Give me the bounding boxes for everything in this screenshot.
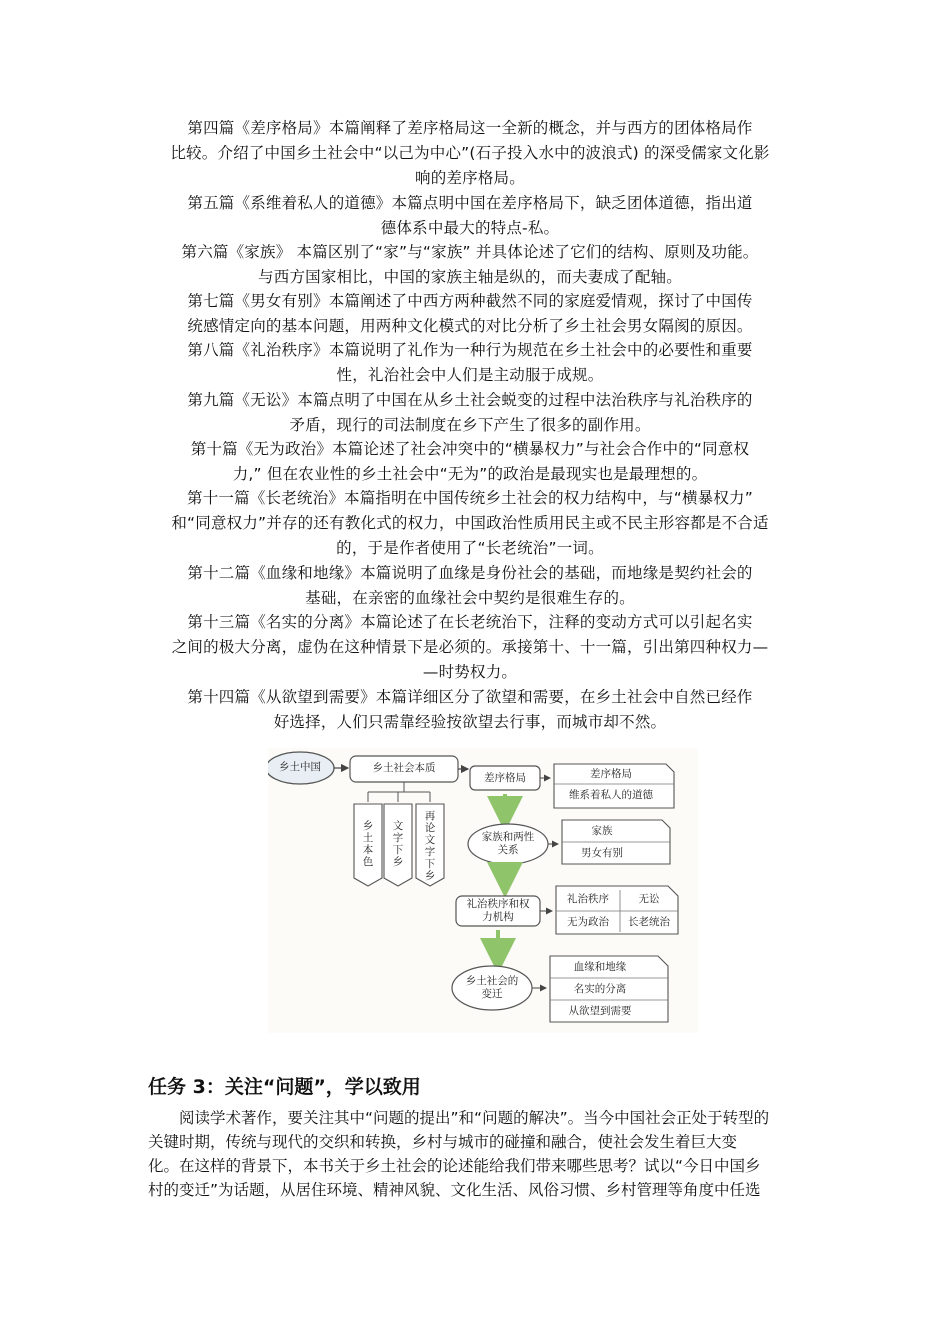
stage-item: 男女有别 [581, 847, 623, 859]
paragraph-ch11 [136, 486, 804, 561]
paragraph-ch12 [136, 561, 804, 611]
paragraph-ch6 [136, 240, 804, 290]
line: 的，于是作者使用了“长老统治”一词。 [336, 539, 604, 557]
structure-diagram [268, 748, 698, 1033]
line: 好选择，人们只需靠经验按欲望去行事，而城市却不然。 [273, 713, 667, 731]
task-paragraph [148, 1106, 804, 1202]
line: 第十四篇《从欲望到需要》本篇详细区分了欲望和需要，在乡土社会中自然已经作 [187, 688, 753, 706]
line: 德体系中最大的特点-私。 [380, 219, 560, 237]
line: 第十篇《无为政治》本篇论述了社会冲突中的“横暴权力”与社会合作中的“同意权 [190, 440, 750, 458]
essence-child-1: 乡土本色 [362, 820, 374, 868]
stage-item: 无讼 [638, 893, 660, 905]
stage-item: 礼治秩序 [567, 893, 609, 905]
stage-label-2: 家族和两性关系 [481, 831, 535, 856]
paragraph-ch4 [136, 116, 804, 191]
line: 响的差序格局。 [415, 169, 525, 187]
stage-item: 差序格局 [590, 768, 632, 780]
paragraph-ch10 [136, 437, 804, 487]
line: 第十二篇《血缘和地缘》本篇说明了血缘是身份社会的基础，而地缘是契约社会的 [187, 564, 753, 582]
stage-item: 从欲望到需要 [568, 1005, 632, 1017]
line: 村的变迁”为话题，从居住环境、精神风貌、文化生活、风俗习惯、乡村管理等角度中任选 [148, 1181, 761, 1199]
line: 第十三篇《名实的分离》本篇论述了在长老统治下，注释的变动方式可以引起名实 [187, 613, 753, 631]
stage-item: 血缘和地缘 [573, 961, 627, 973]
stage-item: 名实的分离 [573, 983, 627, 995]
stage-label-4: 乡土社会的变迁 [465, 975, 519, 1000]
line: 比较。介绍了中国乡土社会中“以己为中心”(石子投入水中的波浪式) 的深受儒家文化影 [170, 144, 770, 162]
stage-item: 家族 [591, 825, 613, 837]
stage-label-3: 礼治秩序和权力机构 [466, 898, 530, 923]
line: 第五篇《系维着私人的道德》本篇点明中国在差序格局下，缺乏团体道德，指出道 [187, 194, 753, 212]
line: —时势权力。 [422, 663, 518, 681]
paragraph-ch9 [136, 388, 804, 438]
line: 第四篇《差序格局》本篇阐释了差序格局这一全新的概念，并与西方的团体格局作 [187, 119, 753, 137]
essence-child-2: 文字下乡 [392, 820, 404, 868]
paragraph-ch8 [136, 338, 804, 388]
line: 第七篇《男女有别》本篇阐述了中西方两种截然不同的家庭爱情观，探讨了中国传 [187, 292, 753, 310]
line: 第八篇《礼治秩序》本篇说明了礼作为一种行为规范在乡土社会中的必要性和重要 [187, 341, 753, 359]
task-heading: 任务 3：关注“问题”，学以致用 [148, 1076, 421, 1098]
stage-item: 长老统治 [628, 916, 670, 928]
line: 基础，在亲密的血缘社会中契约是很难生存的。 [305, 589, 635, 607]
line: 和“同意权力”并存的还有教化式的权力，中国政治性质用民主或不民主形容都是不合适 [171, 514, 769, 532]
essence-child-3: 再论文字下乡 [424, 810, 436, 882]
line: 之间的极大分离，虚伪在这种情景下是必须的。承接第十、十一篇，引出第四种权力— [171, 638, 769, 656]
line: 与西方国家相比，中国的家族主轴是纵的，而夫妻成了配轴。 [258, 268, 682, 286]
line: 阅读学术著作，要关注其中“问题的提出”和“问题的解决”。当今中国社会正处于转型的 [179, 1109, 770, 1127]
line: 关键时期，传统与现代的交织和转换，乡村与城市的碰撞和融合，使社会发生着巨大变 [148, 1133, 738, 1151]
line: 第十一篇《长老统治》本篇指明在中国传统乡土社会的权力结构中，与“横暴权力” [187, 489, 753, 507]
paragraph-ch13 [136, 610, 804, 685]
line: 第六篇《家族》 本篇区别了“家”与“家族” 并具体论述了它们的结构、原则及功能。 [181, 243, 759, 261]
essence-label: 乡土社会本质 [372, 762, 436, 774]
stage-item: 维系着私人的道德 [569, 789, 653, 801]
paragraph-ch14 [136, 685, 804, 735]
paragraph-ch7 [136, 289, 804, 339]
line: 第九篇《无讼》本篇点明了中国在从乡土社会蜕变的过程中法治秩序与礼治秩序的 [187, 391, 753, 409]
stage-item: 无为政治 [567, 916, 609, 928]
line: 化。在这样的背景下，本书关于乡土社会的论述能给我们带来哪些思考？试以“今日中国乡 [148, 1157, 761, 1175]
line: 力,” 但在农业性的乡土社会中“无为”的政治是最现实也是最理想的。 [232, 465, 708, 483]
paragraph-ch5 [136, 191, 804, 241]
root-label: 乡土中国 [279, 761, 321, 773]
line: 矛盾，现行的司法制度在乡下产生了很多的副作用。 [289, 416, 651, 434]
line: 统感情定向的基本问题，用两种文化模式的对比分析了乡土社会男女隔阂的原因。 [187, 317, 753, 335]
line: 性，礼治社会中人们是主动服于成规。 [336, 366, 604, 384]
stage-label-1: 差序格局 [484, 772, 526, 784]
